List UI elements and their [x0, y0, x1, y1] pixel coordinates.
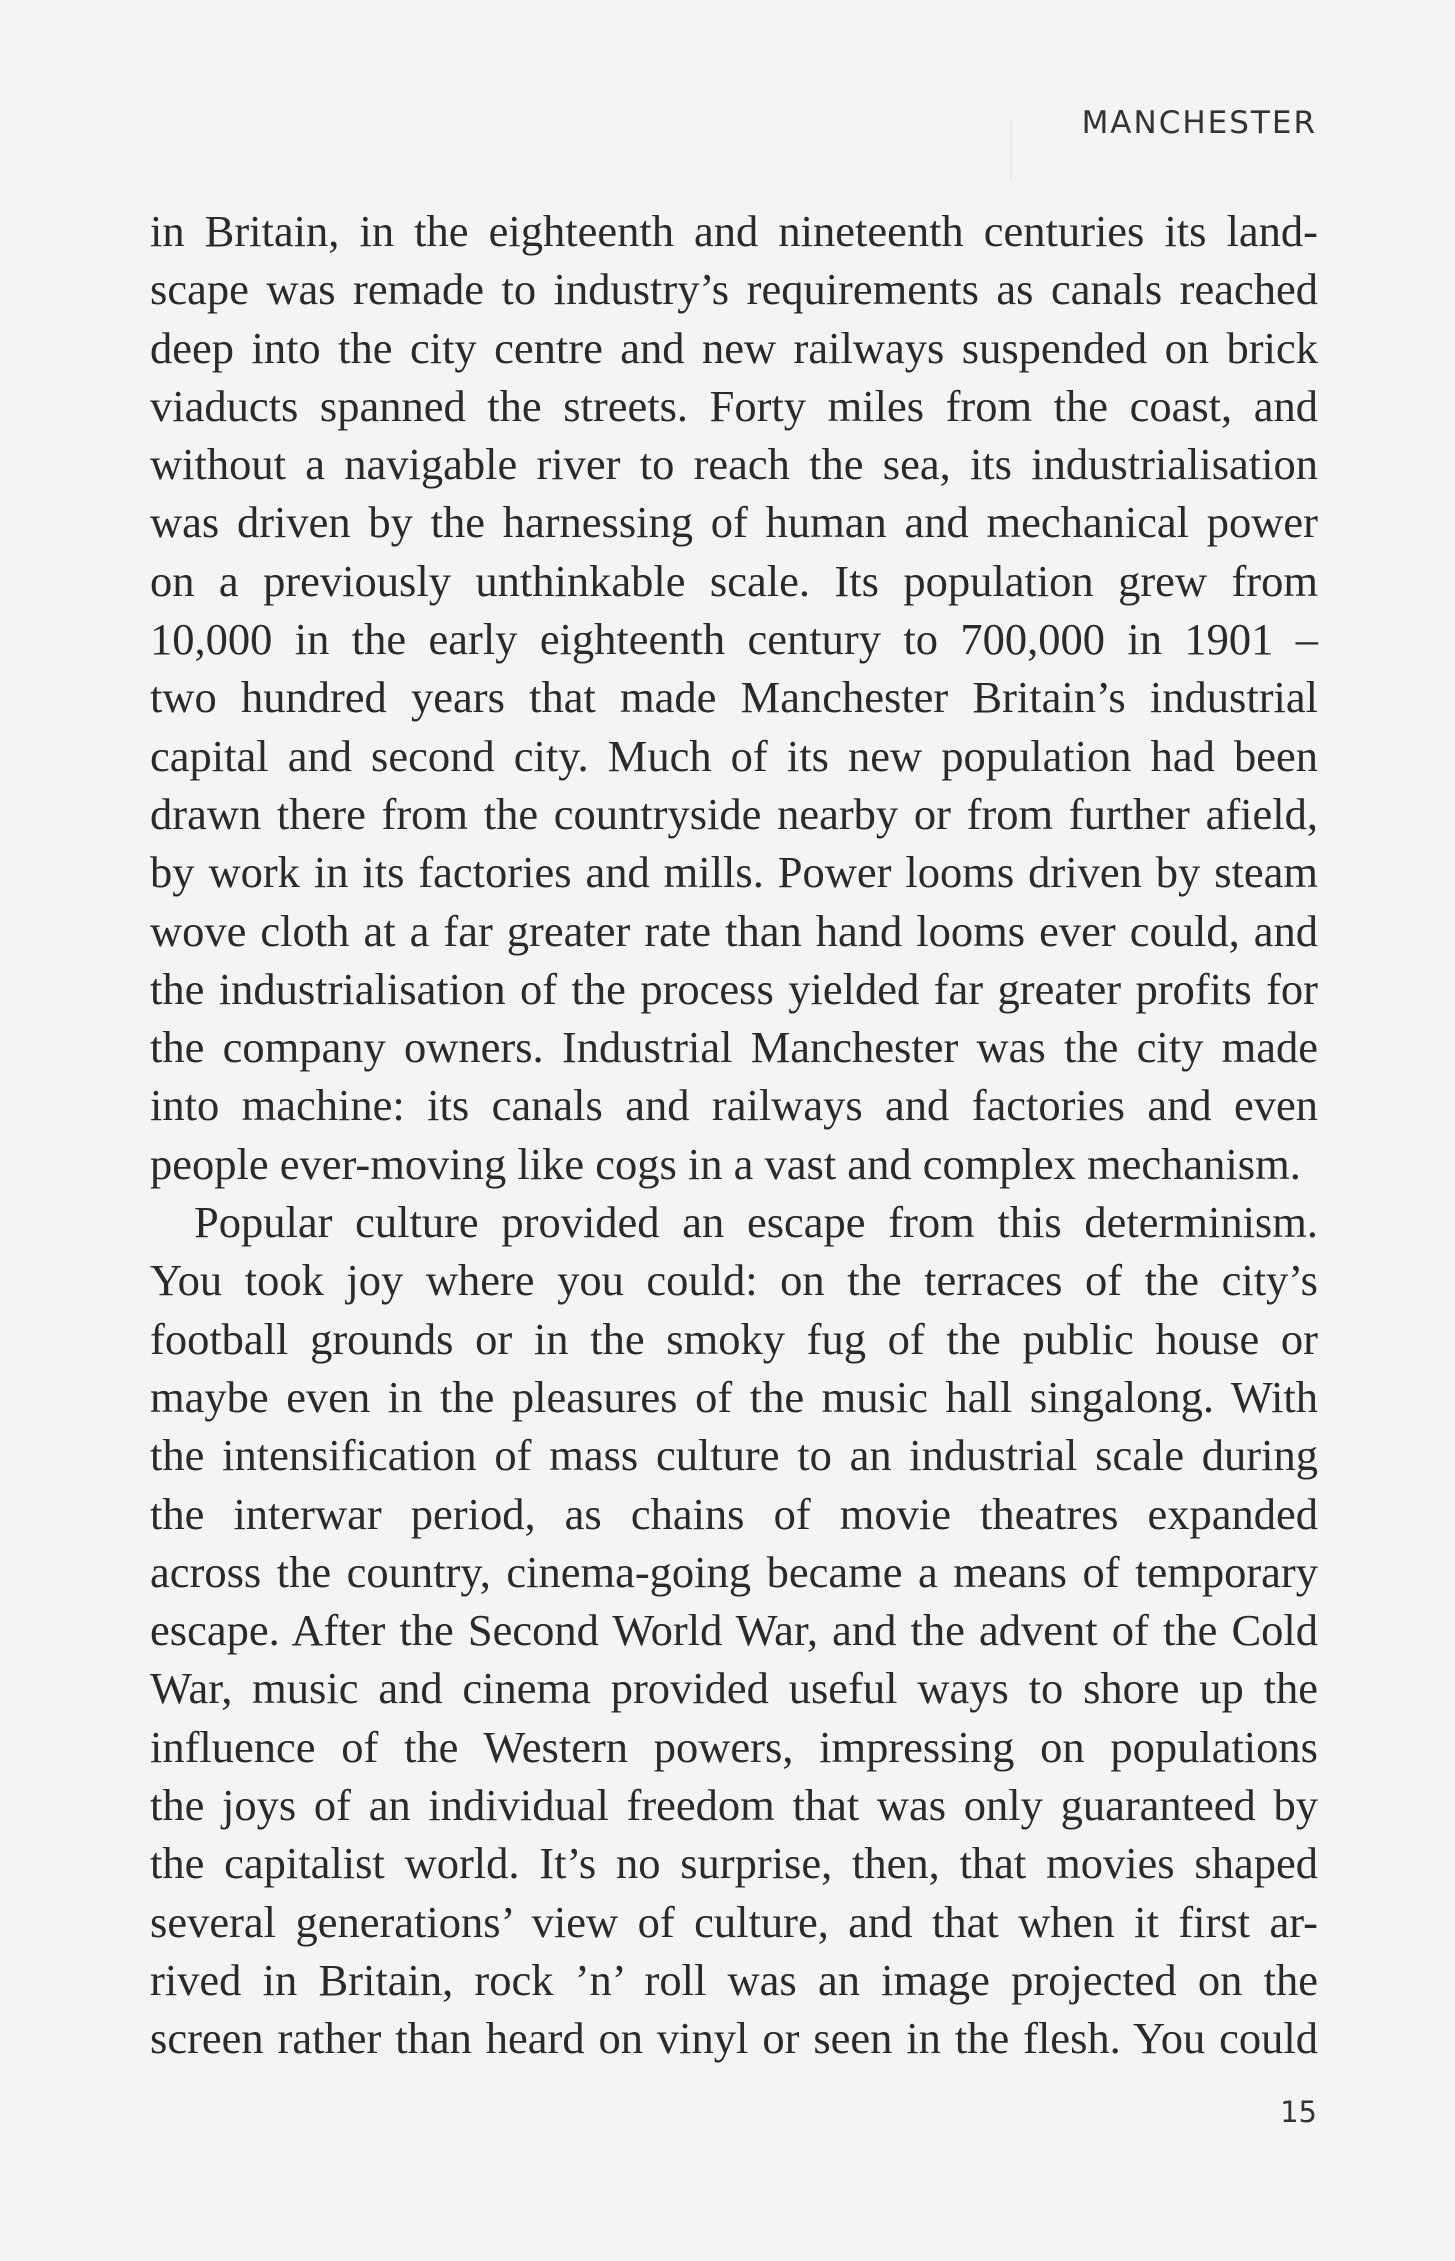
paragraph-2 [150, 1193, 1318, 2067]
text-line: by work in its factories and mills. Power looms driven by steam [150, 847, 1318, 898]
text-line: several generations’ view of culture, and that when it first ar- [150, 1896, 1318, 1947]
text-line: deep into the city centre and new railways suspended on brick [150, 322, 1318, 373]
text-line: football grounds or in the smoky fug of the public house or [150, 1313, 1318, 1364]
text-line: into machine: its canals and railways and factories and even [150, 1080, 1318, 1131]
page-number: 15 [1280, 2095, 1317, 2129]
text-line: Popular culture provided an escape from this determinism. [194, 1197, 1318, 1248]
text-line: the interwar period, as chains of movie theatres expanded [150, 1488, 1318, 1539]
text-line: rived in Britain, rock ’n’ roll was an image projected on the [150, 1954, 1318, 2005]
body-text [150, 202, 1318, 2068]
text-line: viaducts spanned the streets. Forty miles from the coast, and [150, 380, 1318, 431]
text-line: scape was remade to industry’s requirements as canals reached [150, 264, 1318, 315]
text-line: You took joy where you could: on the terraces of the city’s [150, 1255, 1318, 1306]
running-head: MANCHESTER [1081, 105, 1317, 141]
paragraph-1 [150, 202, 1318, 1193]
text-line: screen rather than heard on vinyl or seen in the flesh. You could [150, 2013, 1318, 2064]
text-line: wove cloth at a far greater rate than hand looms ever could, and [150, 905, 1318, 956]
text-line: the intensification of mass culture to an industrial scale during [150, 1430, 1318, 1481]
text-line: the capitalist world. It’s no surprise, then, that movies shaped [150, 1838, 1318, 1889]
text-line: the industrialisation of the process yielded far greater profits for [150, 963, 1318, 1014]
text-line: people ever-moving like cogs in a vast and complex mechanism. [150, 1138, 1301, 1189]
text-line: 10,000 in the early eighteenth century to 700,000 in 1901 – [150, 614, 1318, 665]
text-line: maybe even in the pleasures of the music hall singalong. With [150, 1371, 1318, 1422]
text-line: was driven by the harnessing of human and mechanical power [150, 497, 1318, 548]
text-line: escape. After the Second World War, and the advent of the Cold [150, 1605, 1318, 1656]
text-line: without a navigable river to reach the sea, its industrialisation [150, 439, 1318, 490]
text-line: the joys of an individual freedom that was only guaranteed by [150, 1780, 1318, 1831]
text-line: War, music and cinema provided useful ways to shore up the [150, 1663, 1318, 1714]
text-line: two hundred years that made Manchester Britain’s industrial [150, 672, 1318, 723]
scan-shadow [1010, 120, 1012, 180]
text-line: capital and second city. Much of its new population had been [150, 730, 1318, 781]
text-line: across the country, cinema-going became a means of temporary [150, 1546, 1318, 1597]
text-line: influence of the Western powers, impressing on populations [150, 1721, 1318, 1772]
text-line: drawn there from the countryside nearby or from further afield, [150, 788, 1318, 839]
text-line: the company owners. Industrial Manchester was the city made [150, 1022, 1318, 1073]
text-line: on a previously unthinkable scale. Its population grew from [150, 555, 1318, 606]
text-line: in Britain, in the eighteenth and nineteenth centuries its land- [150, 206, 1318, 256]
